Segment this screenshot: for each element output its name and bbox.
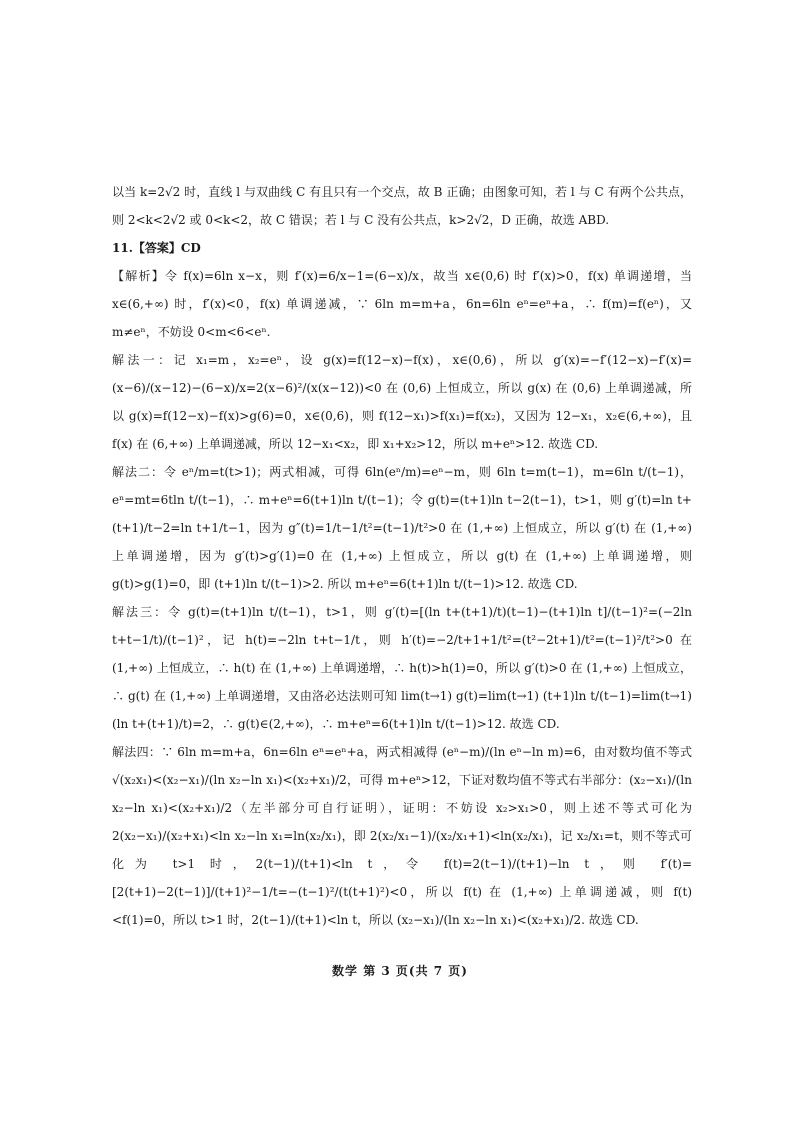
method-1-paragraph: 解法一：记 x₁=m，x₂=eⁿ，设 g(x)=f(12−x)−f(x)，x∈(0,6)，所以 g′(x)=−f′(12−x)−f′(x)=(x−6)/(x−12)−(6−x)/x=2(x−6)²/(x(x−12))<0 在 (0,6) 上恒成立，所以 g(x) 在 (0,6) 上单调递减，所以 g(x)=f(12−x)−f(x)>g(6)=0，x∈(0,6)，则 f(12−x₁)>f(x₁)=f(x₂)，又因为 12−x₁，x₂∈(6,+∞)，且 f(x) 在 (6,+∞) 上单调递减，所以 12−x₁<x₂，即 x₁+x₂>12，所以 m+eⁿ>12. 故选 CD.	[112, 353, 692, 451]
method-4-paragraph: 解法四：∵ 6ln m=m+a，6n=6ln eⁿ=eⁿ+a，两式相减得 (eⁿ−m)/(ln eⁿ−ln m)=6，由对数均值不等式 √(x₂x₁)<(x₂−x₁)/(ln x₂−ln x₁)<(x₂+x₁)/2，可得 m+eⁿ>12，下证对数均值不等式右半部分：(x₂−x₁)/(ln x₂−ln x₁)<(x₂+x₁)/2（左半部分可自行证明），证明：不妨设 x₂>x₁>0，则上述不等式可化为 2(x₂−x₁)/(x₂+x₁)<ln x₂−ln x₁=ln(x₂/x₁)，即 2(x₂/x₁−1)/(x₂/x₁+1)<ln(x₂/x₁)，记 x₂/x₁=t，则不等式可化为 t>1 时，2(t−1)/(t+1)<ln t，令 f(t)=2(t−1)/(t+1)−ln t，则 f′(t)=[2(t+1)−2(t−1)]/(t+1)²−1/t=−(t−1)²/(t(t+1)²)<0，所以 f(t) 在 (1,+∞) 上单调递减，则 f(t)<f(1)=0，所以 t>1 时，2(t−1)/(t+1)<ln t，所以 (x₂−x₁)/(ln x₂−ln x₁)<(x₂+x₁)/2. 故选 CD.	[112, 745, 692, 927]
answer-line: 11.【答案】CD	[112, 241, 201, 255]
analysis-paragraph: 【解析】令 f(x)=6ln x−x，则 f′(x)=6/x−1=(6−x)/x，故当 x∈(0,6) 时 f′(x)>0，f(x) 单调递增，当 x∈(6,+∞) 时，f′(x)<0，f(x) 单调递减，∵ 6ln m=m+a，6n=6ln eⁿ=eⁿ+a，∴ f(m)=f(eⁿ)，又 m≠eⁿ，不妨设 0<m<6<eⁿ.	[112, 269, 692, 339]
method-2-paragraph: 解法二：令 eⁿ/m=t(t>1)；两式相减，可得 6ln(eⁿ/m)=eⁿ−m，则 6ln t=m(t−1)，m=6ln t/(t−1)，eⁿ=mt=6tln t/(t−1)，∴ m+eⁿ=6(t+1)ln t/(t−1)；令 g(t)=(t+1)ln t−2(t−1)，t>1，则 g′(t)=ln t+(t+1)/t−2=ln t+1/t−1，因为 g″(t)=1/t−1/t²=(t−1)/t²>0 在 (1,+∞) 上恒成立，所以 g′(t) 在 (1,+∞) 上单调递增，因为 g′(t)>g′(1)=0 在 (1,+∞) 上恒成立，所以 g(t) 在 (1,+∞) 上单调递增，则 g(t)>g(1)=0，即 (t+1)ln t/(t−1)>2. 所以 m+eⁿ=6(t+1)ln t/(t−1)>12. 故选 CD.	[112, 465, 692, 591]
continued-paragraph: 以当 k=2√2 时，直线 l 与双曲线 C 有且只有一个交点，故 B 正确；由图象可知，若 l 与 C 有两个公共点，则 2<k<2√2 或 0<k<2，故 C 错误；若 l 与 C 没有公共点，k>2√2，D 正确，故选 ABD.	[112, 185, 692, 227]
solution-body	[112, 178, 692, 934]
page-footer: 数学 第 3 页(共 7 页)	[332, 964, 468, 978]
method-3-paragraph: 解法三：令 g(t)=(t+1)ln t/(t−1)，t>1，则 g′(t)=[(ln t+(t+1)/t)(t−1)−(t+1)ln t]/(t−1)²=(−2ln t+t−1/t)/(t−1)²，记 h(t)=−2ln t+t−1/t，则 h′(t)=−2/t+1+1/t²=(t²−2t+1)/t²=(t−1)²/t²>0 在 (1,+∞) 上恒成立，∴ h(t) 在 (1,+∞) 上单调递增，∴ h(t)>h(1)=0，所以 g′(t)>0 在 (1,+∞) 上恒成立，∴ g(t) 在 (1,+∞) 上单调递增，又由洛必达法则可知 lim(t→1) g(t)=lim(t→1) (t+1)ln t/(t−1)=lim(t→1) (ln t+(t+1)/t)=2，∴ g(t)∈(2,+∞)，∴ m+eⁿ=6(t+1)ln t/(t−1)>12. 故选 CD.	[112, 605, 692, 731]
